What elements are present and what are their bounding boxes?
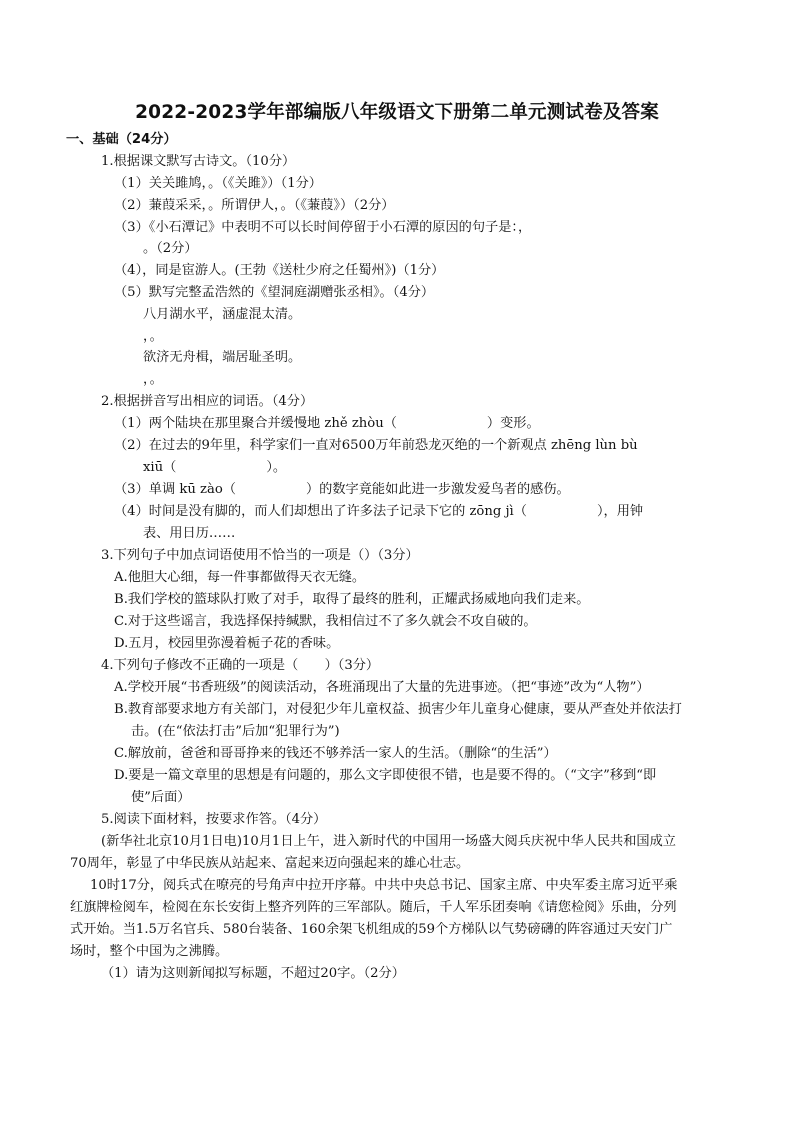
question-1-line-2: （2）蒹葭采采，。所谓伊人，。（《蒹葭》）（2分） xyxy=(114,198,395,213)
question-2-line-3-b: ）的数字竟能如此进一步激发爱鸟者的感伤。 xyxy=(305,482,570,497)
question-1-line-1: （1）关关雎鸠，。（《关雎》）（1分） xyxy=(114,176,322,191)
question-4-option-d-cont: 使”后面） xyxy=(131,790,191,805)
question-4-option-b: B.教育部要求地方有关部门，对侵犯少年儿童权益、损害少年儿童身心健康，要从严查处并依法打 xyxy=(114,702,682,717)
poem-line-1: 八月湖水平，涵虚混太清。 xyxy=(143,307,302,322)
news-paragraph-2-line-2: 红旗牌检阅车，检阅在东长安街上整齐列阵的三军部队。随后，千人军乐团奏响《请您检阅》乐曲，分列 xyxy=(70,900,677,915)
question-4-option-d: D.要是一篇文章里的思想是有问题的，那么文字即使很不错，也是要不得的。（“文字”移到“即 xyxy=(114,768,657,783)
question-4-option-b-cont: 击。(在“依法打击”后加“犯罪行为”) xyxy=(131,724,340,739)
question-3-option-b: B.我们学校的篮球队打败了对手，取得了最终的胜利，正耀武扬威地向我们走来。 xyxy=(114,592,590,607)
question-2-line-2: （2）在过去的9年里，科学家们一直对6500万年前恐龙灭绝的一个新观点 zhēng lùn bù xyxy=(114,438,638,453)
question-3-option-d: D.五月，校园里弥漫着栀子花的香味。 xyxy=(114,636,340,651)
question-2-line-1-b: ）变形。 xyxy=(486,416,540,431)
question-2-line-3 xyxy=(114,481,570,499)
poem-line-3: 欲济无舟楫，端居耻圣明。 xyxy=(143,350,302,365)
question-2-line-1 xyxy=(114,415,540,433)
poem-line-4: ，。 xyxy=(143,372,163,387)
question-4-option-c: C.解放前，爸爸和哥哥挣来的钱还不够养活一家人的生活。（删除“的生活”） xyxy=(114,746,557,761)
question-3-option-a: A.他胆大心细，每一件事都做得天衣无缝。 xyxy=(114,570,366,585)
poem-line-2: ，。 xyxy=(143,329,163,344)
question-4-option-a: A.学校开展“书香班级”的阅读活动，各班涌现出了大量的先进事迹。（把“事迹”改为“人物”） xyxy=(114,680,650,695)
question-2-line-4-cont: 表、用日历…… xyxy=(143,526,236,541)
question-2-stem: 2.根据拼音写出相应的词语。（4分） xyxy=(101,394,314,409)
question-1-line-5: （5）默写完整孟浩然的《望洞庭湖赠张丞相》。（4分） xyxy=(114,285,435,300)
question-4-stem: 4.下列句子修改不正确的一项是（ ）（3分） xyxy=(101,658,380,673)
section-heading: 一、基础（24分） xyxy=(66,132,177,147)
question-1-line-4: （4），同是宦游人。(王勃《送杜少府之任蜀州》)（1分） xyxy=(114,263,445,278)
news-paragraph-2-line-4: 场时，整个中国为之沸腾。 xyxy=(70,944,229,959)
question-3-stem: 3.下列句子中加点词语使用不恰当的一项是（）（3分） xyxy=(101,548,419,563)
news-paragraph-2: 10时17分，阅兵式在嘹亮的号角声中拉开序幕。中共中央总书记、国家主席、中央军委主席习近平乘 xyxy=(90,878,678,893)
question-2-line-4-a: （4）时间是没有脚的，而人们却想出了许多法子记录下它的 zōng jì（ xyxy=(114,504,527,519)
news-paragraph-1-cont: 70周年，彰显了中华民族从站起来、富起来迈向强起来的雄心壮志。 xyxy=(70,856,470,871)
question-2-line-4 xyxy=(114,503,643,521)
news-paragraph-2-line-3: 式开始。当1.5万名官兵、580台装备、160余架飞机组成的59个方梯队以气势磅礴的阵容通过天安门广 xyxy=(70,922,673,937)
question-2-line-2-cont xyxy=(143,459,286,477)
question-1-stem: 1.根据课文默写古诗文。（10分） xyxy=(101,154,296,169)
question-1-line-3: （3）《小石潭记》中表明不可以长时间停留于小石潭的原因的句子是：， xyxy=(114,220,532,235)
question-3-option-c: C.对于这些谣言，我选择保持缄默，我相信过不了多久就会不攻自破的。 xyxy=(114,614,537,629)
news-paragraph-1: (新华社北京10月1日电)10月1日上午，进入新时代的中国用一场盛大阅兵庆祝中华人民共和国成立 xyxy=(101,834,676,849)
question-1-line-3-cont: 。（2分） xyxy=(143,241,198,256)
page-title: 2022-2023学年部编版八年级语文下册第二单元测试卷及答案 xyxy=(135,102,659,123)
question-5-stem: 5.阅读下面材料，按要求作答。（4分） xyxy=(101,812,327,827)
question-2-line-2-cont-b: ）。 xyxy=(266,460,287,475)
question-2-line-3-a: （3）单调 kū zào（ xyxy=(114,482,236,497)
question-2-line-1-a: （1）两个陆块在那里聚合并缓慢地 zhě zhòu（ xyxy=(114,416,397,431)
question-2-line-2-cont-a: xiū（ xyxy=(143,460,177,475)
question-2-line-4-b: ），用钟 xyxy=(596,504,644,519)
question-5-sub-1: （1）请为这则新闻拟写标题，不超过20字。（2分） xyxy=(101,966,405,981)
